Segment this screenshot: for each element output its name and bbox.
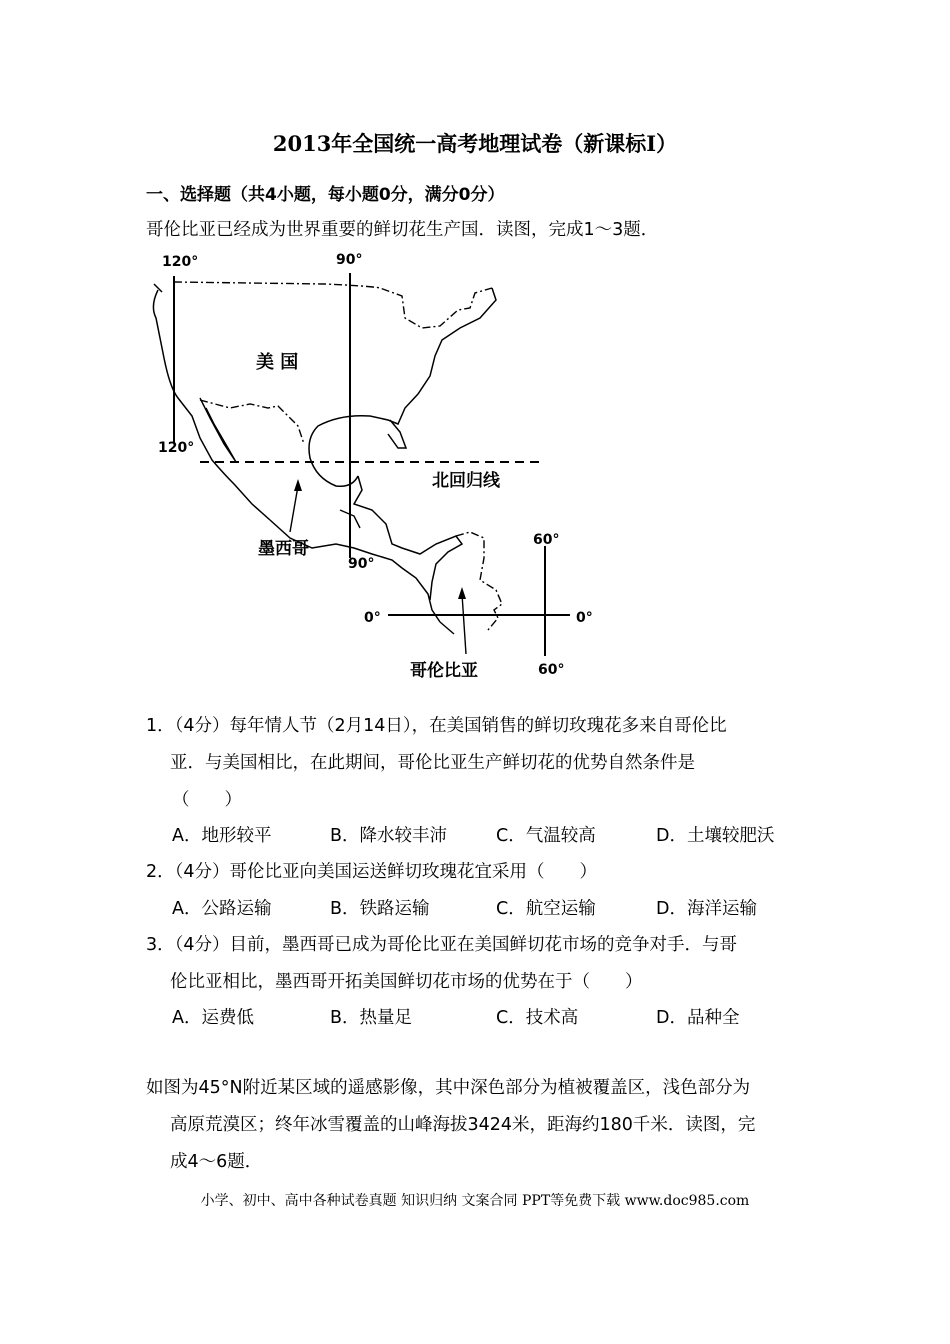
q1-option-a[interactable]: A．地形较平 — [172, 826, 272, 846]
intro-4-6-line-1: 如图为45°N附近某区域的遥感影像，其中深色部分为植被覆盖区，浅色部分为 — [146, 1078, 751, 1098]
intro-4-6-line-3: 成4～6题． — [170, 1152, 263, 1172]
lat-0-left-label: 0° — [364, 610, 381, 626]
page-footer: 小学、初中、高中各种试卷真题 知识归纳 文案合同 PPT等免费下载 www.doc985.com — [200, 1193, 750, 1209]
q3-option-b[interactable]: B．热量足 — [330, 1008, 413, 1028]
lon-60-top-label: 60° — [533, 532, 560, 548]
mexico-arrow — [290, 486, 298, 532]
q3-option-d[interactable]: D．品种全 — [656, 1008, 740, 1028]
q2-option-d[interactable]: D．海洋运输 — [656, 899, 757, 919]
q2-option-a[interactable]: A．公路运输 — [172, 899, 272, 919]
usa-label: 美 国 — [256, 352, 299, 373]
page-title: 2013年全国统一高考地理试卷（新课标Ⅰ） — [272, 131, 678, 156]
mexico-label: 墨西哥 — [258, 539, 309, 559]
lon-90-bottom-label: 90° — [348, 556, 375, 572]
q2-option-b[interactable]: B．铁路运输 — [330, 899, 430, 919]
tropic-label: 北回归线 — [432, 471, 500, 491]
question-1-line-2: 亚．与美国相比，在此期间，哥伦比亚生产鲜切花的优势自然条件是 — [170, 753, 695, 773]
section-heading: 一、选择题（共4小题，每小题0分，满分0分） — [146, 185, 505, 205]
q1-option-d[interactable]: D．土壤较肥沃 — [656, 826, 775, 846]
lon-90-top-label: 90° — [336, 252, 363, 268]
q2-option-c[interactable]: C．航空运输 — [496, 899, 596, 919]
usa-canada-border — [174, 282, 492, 328]
question-3-line-2: 伦比亚相比，墨西哥开拓美国鲜切花市场的优势在于（ ） — [170, 972, 643, 992]
question-1-line-1: 1．（4分）每年情人节（2月14日），在美国销售的鲜切玫瑰花多来自哥伦比 — [146, 716, 727, 736]
q1-option-c[interactable]: C．气温较高 — [496, 826, 596, 846]
q1-option-b[interactable]: B．降水较丰沛 — [330, 826, 448, 846]
question-1-line-3: （ ） — [172, 790, 242, 810]
question-3-line-1: 3．（4分）目前，墨西哥已成为哥伦比亚在美国鲜切花市场的竞争对手．与哥 — [146, 935, 738, 955]
usa-coastline — [309, 288, 496, 486]
central-america-coast — [354, 476, 462, 600]
lon-120-top-label: 120° — [162, 254, 199, 270]
colombia-label: 哥伦比亚 — [410, 661, 478, 681]
intro-4-6-line-2: 高原荒漠区；终年冰雪覆盖的山峰海拔3424米，距海约180千米．读图，完 — [170, 1115, 756, 1135]
lat-0-right-label: 0° — [576, 610, 593, 626]
lon-60-bottom-label: 60° — [538, 662, 565, 678]
intro-questions-1-3: 哥伦比亚已经成为世界重要的鲜切花生产国．读图，完成1～3题． — [146, 220, 659, 240]
colombia-arrow — [462, 594, 466, 654]
usa-mexico-border — [200, 400, 304, 444]
americas-map — [140, 248, 610, 686]
question-2-line-1: 2．（4分）哥伦比亚向美国运送鲜切玫瑰花宜采用（ ） — [146, 862, 598, 882]
q3-option-a[interactable]: A．运费低 — [172, 1008, 254, 1028]
q3-option-c[interactable]: C．技术高 — [496, 1008, 579, 1028]
lon-120-bottom-label: 120° — [158, 440, 195, 456]
